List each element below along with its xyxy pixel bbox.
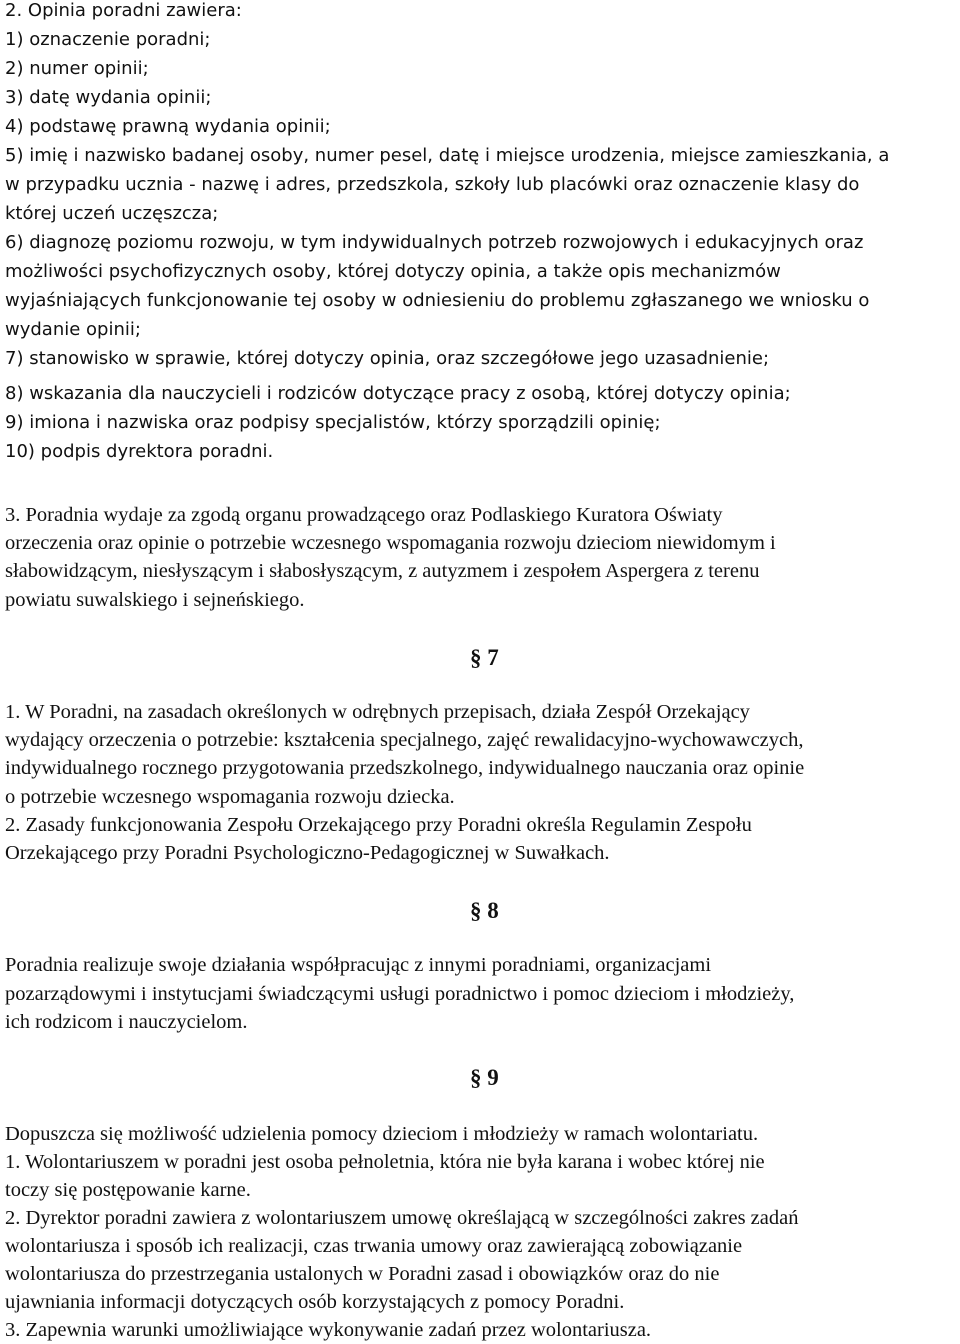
section-7-para-2-line-1: 2. Zasady funkcjonowania Zespołu Orzekającego przy Poradni określa Regulamin Zespołu — [5, 814, 752, 836]
opinion-contents-intro: 2. Opinia poradni zawiera: — [5, 0, 242, 21]
point-3-line-4: powiatu suwalskiego i sejneńskiego. — [5, 589, 305, 611]
list-item-6-line-4: wydanie opinii; — [5, 319, 141, 340]
section-7-para-1-line-2: wydający orzeczenia o potrzebie: kształcenia specjalnego, zajęć rewalidacyjno-wychowawczych, — [5, 729, 804, 751]
list-item-6-line-1: 6) diagnozę poziomu rozwoju, w tym indywidualnych potrzeb rozwojowych i edukacyjnych oraz — [5, 232, 864, 253]
point-3-line-1: 3. Poradnia wydaje za zgodą organu prowadzącego oraz Podlaskiego Kuratora Oświaty — [5, 504, 723, 526]
section-9-para-1-line-2: toczy się postępowanie karne. — [5, 1179, 251, 1201]
section-8-para-line-1: Poradnia realizuje swoje działania współpracując z innymi poradniami, organizacjami — [5, 954, 712, 976]
list-item-5-line-2: w przypadku ucznia - nazwę i adres, przedszkola, szkoły lub placówki oraz oznaczenie klasy do — [5, 174, 860, 195]
section-8-heading: § 8 — [470, 898, 499, 923]
list-item-10: 10) podpis dyrektora poradni. — [5, 441, 274, 462]
list-item-1: 1) oznaczenie poradni; — [5, 29, 211, 50]
section-9-intro: Dopuszcza się możliwość udzielenia pomocy dzieciom i młodzieży w ramach wolontariatu. — [5, 1123, 759, 1145]
section-9-para-2-line-4: ujawniania informacji dotyczących osób korzystających z pomocy Poradni. — [5, 1291, 625, 1313]
list-item-3: 3) datę wydania opinii; — [5, 87, 212, 108]
list-item-5-line-1: 5) imię i nazwisko badanej osoby, numer pesel, datę i miejsce urodzenia, miejsce zamieszkania, a — [5, 145, 890, 166]
section-7-para-1-line-1: 1. W Poradni, na zasadach określonych w odrębnych przepisach, działa Zespół Orzekający — [5, 701, 750, 723]
section-9-para-2-line-1: 2. Dyrektor poradni zawiera z wolontariuszem umowę określającą w szczególności zakres zadań — [5, 1207, 799, 1229]
section-8-para-line-3: ich rodzicom i nauczycielom. — [5, 1011, 248, 1033]
list-item-8: 8) wskazania dla nauczycieli i rodziców dotyczące pracy z osobą, której dotyczy opinia; — [5, 383, 791, 404]
section-9-para-1-line-1: 1. Wolontariuszem w poradni jest osoba pełnoletnia, która nie była karana i wobec której nie — [5, 1151, 765, 1173]
section-8-para-line-2: pozarządowymi i instytucjami świadczącymi usługi poradnictwo i pomoc dzieciom i młodzieży, — [5, 983, 795, 1005]
section-9-para-3: 3. Zapewnia warunki umożliwiające wykonywanie zadań przez wolontariusza. — [5, 1319, 652, 1341]
list-item-5-line-3: której uczeń uczęszcza; — [5, 203, 219, 224]
section-9-para-2-line-3: wolontariusza do przestrzegania ustalonych w Poradni zasad i obowiązków oraz do nie — [5, 1263, 720, 1285]
list-item-9: 9) imiona i nazwiska oraz podpisy specjalistów, którzy sporządzili opinię; — [5, 412, 661, 433]
list-item-6-line-3: wyjaśniających funkcjonowanie tej osoby w odniesieniu do problemu zgłaszanego we wniosku o — [5, 290, 870, 311]
list-item-6-line-2: możliwości psychofizycznych osoby, której dotyczy opinia, a także opis mechanizmów — [5, 261, 781, 282]
section-7-heading: § 7 — [470, 645, 499, 670]
list-item-7: 7) stanowisko w sprawie, której dotyczy opinia, oraz szczegółowe jego uzasadnienie; — [5, 348, 770, 369]
section-7-para-1-line-3: indywidualnego rocznego przygotowania przedszkolnego, indywidualnego nauczania oraz opinie — [5, 757, 805, 779]
section-9-para-2-line-2: wolontariusza i sposób ich realizacji, czas trwania umowy oraz zawierającą zobowiązanie — [5, 1235, 743, 1257]
point-3-line-2: orzeczenia oraz opinie o potrzebie wczesnego wspomagania rozwoju dzieciom niewidomym i — [5, 532, 776, 554]
section-7-para-2-line-2: Orzekającego przy Poradni Psychologiczno-Pedagogicznej w Suwałkach. — [5, 842, 610, 864]
section-7-para-1-line-4: o potrzebie wczesnego wspomagania rozwoju dziecka. — [5, 786, 455, 808]
list-item-2: 2) numer opinii; — [5, 58, 149, 79]
point-3-line-3: słabowidzącym, niesłyszącym i słabosłyszącym, z autyzmem i zespołem Aspergera z terenu — [5, 560, 760, 582]
section-9-heading: § 9 — [470, 1065, 499, 1090]
list-item-4: 4) podstawę prawną wydania opinii; — [5, 116, 331, 137]
